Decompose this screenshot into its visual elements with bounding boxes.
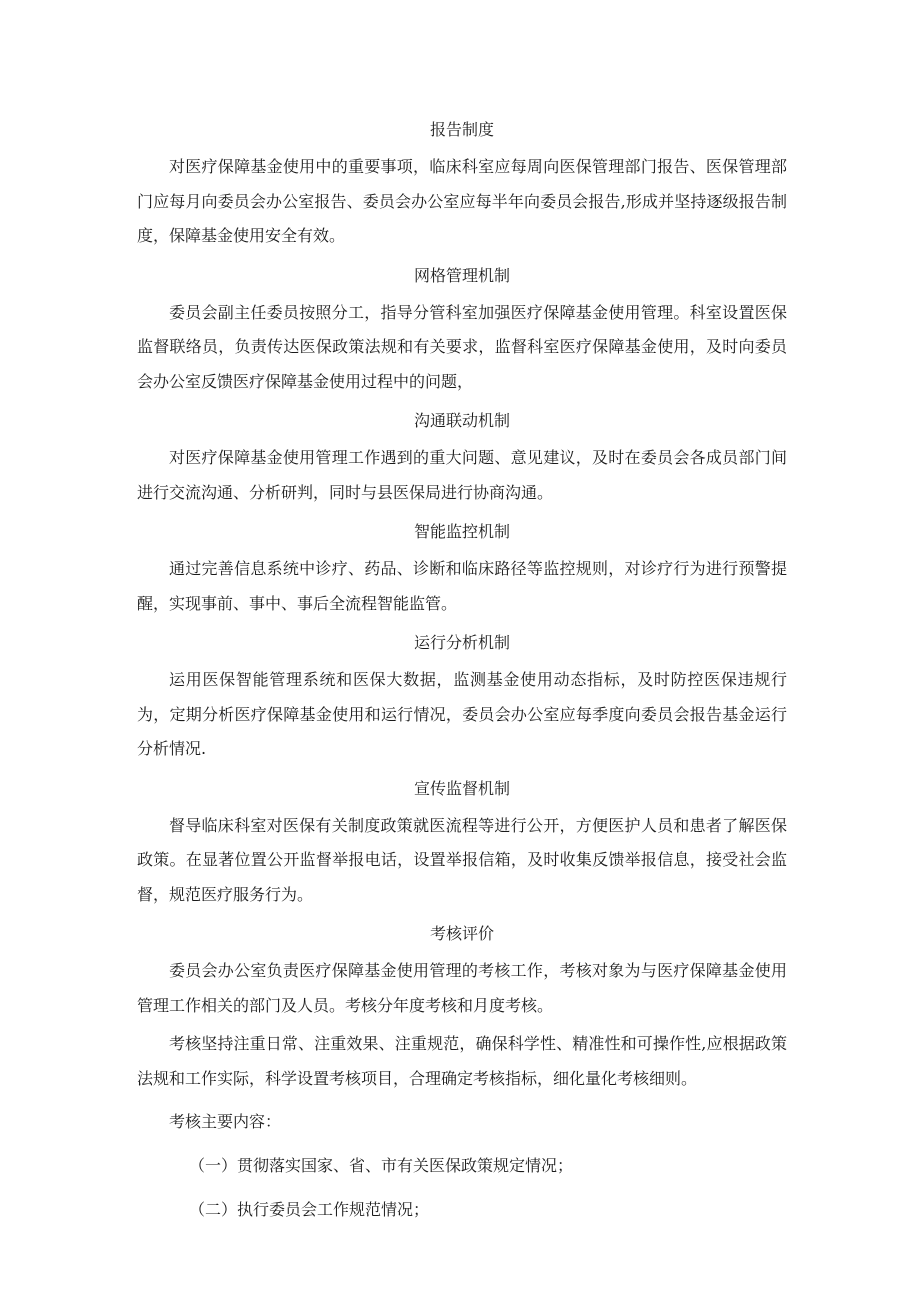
section-paragraph: 对医疗保障基金使用管理工作遇到的重大问题、意见建议，及时在委员会各成员部门间进行交流沟通、分析研判，同时与县医保局进行协商沟通。 (137, 448, 787, 502)
section-assessment (137, 922, 787, 1222)
section-publicity-supervision (137, 777, 787, 913)
section-paragraph: 通过完善信息系统中诊疗、药品、诊断和临床路径等监控规则，对诊疗行为进行预警提醒，实现事前、事中、事后全流程智能监管。 (137, 559, 787, 613)
section-smart-monitoring (137, 520, 787, 621)
document-page (137, 118, 787, 1232)
section-grid-management (137, 264, 787, 400)
section-heading: 考核评价 (429, 924, 494, 943)
section-paragraph: 督导临床科室对医保有关制度政策就医流程等进行公开，方便医护人员和患者了解医保政策。在显著位置公开监督举报电话，设置举报信箱，及时收集反馈举报信息，接受社会监督，规范医疗服务行为。 (137, 815, 787, 904)
section-paragraph: 对医疗保障基金使用中的重要事项，临床科室应每周向医保管理部门报告、医保管理部门应每月向委员会办公室报告、委员会办公室应每半年向委员会报告,形成并坚持逐级报告制度，保障基金使用安全有效。 (137, 157, 787, 245)
section-heading: 宣传监督机制 (413, 778, 510, 798)
section-paragraph: 委员会办公室负责医疗保障基金使用管理的考核工作，考核对象为与医疗保障基金使用管理工作相关的部门及人员。考核分年度考核和月度考核。 (137, 961, 787, 1015)
section-paragraph: 运用医保智能管理系统和医保大数据，监测基金使用动态指标，及时防控医保违规行为，定期分析医疗保障基金使用和运行情况，委员会办公室应每季度向委员会报告基金运行分析情况. (137, 670, 787, 758)
section-heading: 网格管理机制 (413, 265, 510, 285)
section-heading: 智能监控机制 (413, 522, 510, 541)
section-operation-analysis (137, 631, 787, 767)
section-heading: 报告制度 (429, 120, 494, 139)
assessment-lead: 考核主要内容： (169, 1112, 282, 1131)
assessment-item: （一）贯彻落实国家、省、市有关医保政策规定情况； (189, 1156, 574, 1175)
section-paragraph: 考核坚持注重日常、注重效果、注重规范，确保科学性、精准性和可操作性,应根据政策法规和工作实际，科学设置考核项目，合理确定考核指标，细化量化考核细则。 (137, 1034, 787, 1088)
section-heading: 运行分析机制 (413, 633, 510, 652)
section-communication (137, 409, 787, 510)
section-heading: 沟通联动机制 (413, 411, 510, 430)
assessment-item: （二）执行委员会工作规范情况； (189, 1200, 430, 1219)
section-report-system (137, 118, 787, 254)
section-paragraph: 委员会副主任委员按照分工，指导分管科室加强医疗保障基金使用管理。科室设置医保监督联络员，负责传达医保政策法规和有关要求，监督科室医疗保障基金使用，及时向委员会办公室反馈医疗保障基金使用过程中的问题， (137, 302, 787, 391)
